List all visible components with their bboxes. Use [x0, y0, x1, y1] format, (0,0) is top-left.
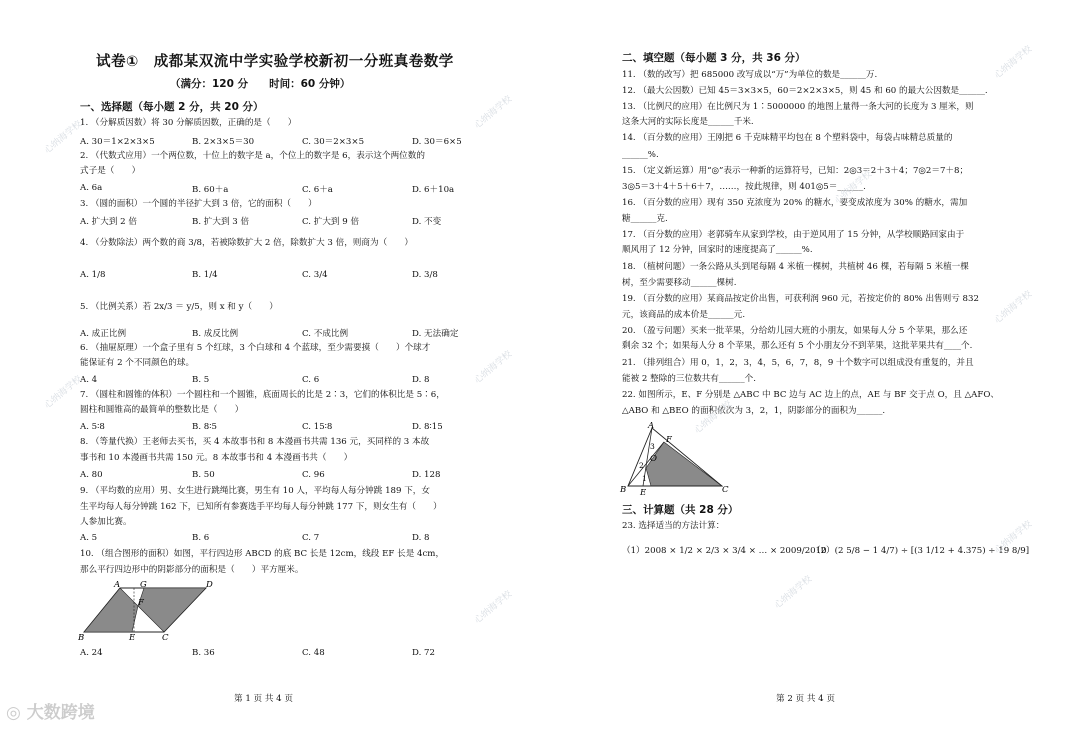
q7-option-c: C. 15∶8: [302, 422, 333, 432]
q10-option-c: C. 48: [302, 648, 325, 658]
watermark-text: 心纳海学校: [473, 349, 514, 386]
question-22: 22. 如图所示，E、F 分别是 △ABC 中 BC 边与 AC 边上的点，AE 与 BF 交于点 O，且 △AFO、: [622, 390, 999, 400]
question-13: 13. （比例尺的应用）在比例尺为 1∶5000000 的地图上量得一条大河的长度为 3 厘米，则: [622, 102, 974, 112]
parallelogram-figure: [78, 578, 228, 642]
watermark-text: 心纳海学校: [833, 169, 874, 206]
question-7-stem: 7. （圆柱和圆锥的体积）一个圆柱和一个圆锥，底面周长的比是 2∶3，它们的体积比是 5∶6，: [80, 390, 445, 400]
question-21: 21. （排列组合）用 0，1，2，3，4，5，6，7，8，9 十个数字可以组成没有重复的，并且: [622, 358, 974, 368]
question-17-cont: 顺风用了 12 分钟，回家时的速度提高了______%.: [622, 245, 813, 255]
watermark-text: 心纳海学校: [693, 399, 734, 436]
q2-option-a: A. 6a: [80, 183, 103, 193]
q10-option-d: D. 72: [412, 648, 435, 658]
fig22-label-o: O: [650, 454, 657, 464]
fig10-label-e: E: [129, 633, 136, 642]
question-14: 14. （百分数的应用）王刚把 6 千克味精平均包在 8 个塑料袋中，每袋占味精总质量的: [622, 133, 953, 143]
question-8-stem-cont: 事书和 10 本漫画书共需 150 元。8 本故事书和 4 本漫画书共（ ）: [80, 453, 353, 463]
watermark-text: 心纳海学校: [473, 589, 514, 626]
q5-option-d: D. 无法确定: [412, 329, 459, 339]
q8-option-b: B. 50: [192, 470, 215, 480]
section-calc-heading: 三、计算题（共 28 分）: [622, 504, 739, 516]
q3-option-d: D. 不变: [412, 217, 442, 227]
question-18: 18. （植树问题）一条公路从头到尾每隔 4 米植一棵树，共植树 46 棵，若每隔 5 米植一棵: [622, 262, 969, 272]
watermark-text: 心纳海学校: [993, 519, 1034, 556]
page-number-right: 第 2 页 共 4 页: [776, 694, 835, 704]
watermark-text: 心纳海学校: [43, 119, 84, 156]
section-choice-heading: 一、选择题（每小题 2 分，共 20 分）: [80, 101, 264, 113]
q4-option-a: A. 1/8: [80, 270, 106, 280]
fig10-label-b: B: [78, 633, 85, 642]
question-10-stem: 10. （组合图形的面积）如图，平行四边形 ABCD 的底 BC 长是 12cm，线段 EF 长是 4cm，: [80, 549, 445, 559]
question-11: 11. （数的改写）把 685000 改写成以“万”为单位的数是______万.: [622, 70, 878, 80]
question-19: 19. （百分数的应用）某商品按定价出售，可获利润 960 元，若按定价的 80% 出售则亏 832: [622, 294, 979, 304]
watermark-text: 心纳海学校: [43, 374, 84, 411]
q3-option-b: B. 扩大到 3 倍: [192, 217, 250, 227]
q8-option-a: A. 80: [80, 470, 103, 480]
fig10-label-c: C: [162, 633, 169, 642]
q2-option-c: C. 6＋a: [302, 185, 333, 195]
question-4-stem: 4. （分数除法）两个数的商 3/8，若被除数扩大 2 倍，除数扩大 3 倍，则商为（ ）: [80, 238, 413, 248]
question-13-cont: 这条大河的实际长度是______千米.: [622, 117, 754, 127]
fig22-label-c: C: [722, 485, 729, 495]
q1-option-a: A. 30＝1×2×3×5: [80, 137, 155, 147]
question-23: 23. 选择适当的方法计算：: [622, 521, 725, 531]
page-number-left: 第 1 页 共 4 页: [234, 694, 293, 704]
q7-option-d: D. 8∶15: [412, 422, 443, 432]
question-6-stem-cont: 能保证有 2 个不同颜色的球。: [80, 358, 195, 368]
q5-option-a: A. 成正比例: [80, 329, 127, 339]
shaded-region-right: [138, 588, 206, 632]
q4-option-c: C. 3/4: [302, 270, 328, 280]
q10-option-a: A. 24: [80, 648, 103, 658]
fig10-label-g: G: [140, 580, 147, 590]
question-3-stem: 3. （圆的面积）一个圆的半径扩大到 3 倍，它的面积（ ）: [80, 199, 317, 209]
exam-subtitle: （满分：120 分 时间：60 分钟）: [170, 78, 351, 90]
calc-item-1: （1）2008 × 1/2 × 2/3 × 3/4 × … × 2009/2010: [622, 546, 827, 556]
q7-option-a: A. 5∶8: [80, 422, 105, 432]
q3-option-c: C. 扩大到 9 倍: [302, 217, 360, 227]
watermark-text: 心纳海学校: [993, 44, 1034, 81]
question-10-stem-cont: 那么平行四边形中的阴影部分的面积是（ ）平方厘米。: [80, 565, 304, 575]
q4-option-b: B. 1/4: [192, 270, 218, 280]
fig22-label-e: E: [640, 488, 647, 496]
q10-option-b: B. 36: [192, 648, 215, 658]
question-16-cont: 糖______克.: [622, 214, 668, 224]
question-1-stem: 1. （分解质因数）将 30 分解质因数，正确的是（ ）: [80, 118, 297, 128]
question-20: 20. （盈亏问题）买来一批苹果，分给幼儿园大班的小朋友，如果每人分 5 个苹果，那么还: [622, 326, 968, 336]
question-2-stem: 2. （代数式应用）一个两位数，十位上的数字是 a，个位上的数字是 6，表示这个两位数的: [80, 151, 425, 161]
q9-option-a: A. 5: [80, 533, 98, 543]
question-15-cont: 3◎5＝3＋4＋5＋6＋7，……，按此规律，则 401◎5＝______.: [622, 182, 866, 192]
question-16: 16. （百分数的应用）现有 350 克浓度为 20% 的糖水，要变成浓度为 30% 的糖水，需加: [622, 198, 968, 208]
q2-option-d: D. 6＋10a: [412, 185, 455, 195]
q5-option-b: B. 成反比例: [192, 329, 239, 339]
fig22-label-b: B: [620, 485, 627, 495]
q6-option-c: C. 6: [302, 375, 320, 385]
fig10-label-f: F: [138, 598, 144, 608]
fig10-label-a: A: [114, 580, 121, 590]
calc-item-2: （2）(2 5/8 − 1 4/7) ÷ [(3 1/12 + 4.375) ÷ 19 8/9]: [812, 546, 1030, 556]
q8-option-c: C. 96: [302, 470, 325, 480]
q8-option-d: D. 128: [412, 470, 441, 480]
question-22-cont: △ABO 和 △BEO 的面积依次为 3，2，1，阴影部分的面积为______.: [622, 406, 886, 416]
q9-option-c: C. 7: [302, 533, 320, 543]
watermark-text: 心纳海学校: [473, 94, 514, 131]
shaded-region-left: [84, 588, 138, 632]
fig22-area-1: 1: [642, 474, 647, 483]
q1-option-b: B. 2×3×5＝30: [192, 137, 255, 147]
q4-option-d: D. 3/8: [412, 270, 438, 280]
question-9-stem-cont2: 人参加比赛。: [80, 517, 132, 527]
question-18-cont: 树，至少需要移动______棵树.: [622, 278, 737, 288]
q6-option-b: B. 5: [192, 375, 210, 385]
question-19-cont: 元，该商品的成本价是______元.: [622, 310, 746, 320]
section-fill-heading: 二、填空题（每小题 3 分，共 36 分）: [622, 52, 806, 64]
question-6-stem: 6. （抽屉原理）一个盒子里有 5 个红球，3 个白球和 4 个蓝球，至少需要摸（ ）个球才: [80, 343, 431, 353]
q1-option-c: C. 30＝2×3×5: [302, 137, 365, 147]
question-21-cont: 能被 2 整除的三位数共有______个.: [622, 374, 756, 384]
q2-option-b: B. 60＋a: [192, 185, 229, 195]
question-2-stem-cont: 式子是（ ）: [80, 166, 141, 176]
q9-option-b: B. 6: [192, 533, 210, 543]
question-9-stem: 9. （平均数的应用）男、女生进行跳绳比赛，男生有 10 人，平均每人每分钟跳 189 下，女: [80, 486, 430, 496]
question-15: 15. （定义新运算）用“◎”表示一种新的运算符号，已知：2◎3＝2＋3＋4；7◎2＝7＋8；: [622, 166, 969, 176]
question-9-stem-cont: 生平均每人每分钟跳 162 下，已知所有参赛选手平均每人每分钟跳 177 下，则女生有（ ）: [80, 502, 442, 512]
logo: ◎ 大数跨境: [6, 703, 95, 723]
fig22-label-f: F: [666, 435, 672, 445]
question-14-cont: ______%.: [622, 150, 659, 160]
watermark-text: 心纳海学校: [993, 289, 1034, 326]
watermark-text: 心纳海学校: [773, 574, 814, 611]
fig22-label-a: A: [648, 421, 655, 431]
triangle-figure: [618, 420, 738, 496]
q9-option-d: D. 8: [412, 533, 430, 543]
fig10-label-d: D: [206, 580, 213, 590]
shaded-quadrilateral: [646, 442, 722, 486]
question-7-stem-cont: 圆柱和圆锥高的最简单的整数比是（ ）: [80, 405, 244, 415]
q6-option-d: D. 8: [412, 375, 430, 385]
q5-option-c: C. 不成比例: [302, 329, 349, 339]
question-12: 12. （最大公因数）已知 45＝3×3×5，60＝2×2×3×5，则 45 和 60 的最大公因数是______.: [622, 86, 988, 96]
question-17: 17. （百分数的应用）老郭骑车从家到学校，由于逆风用了 15 分钟，从学校顺路回家由于: [622, 230, 965, 240]
exam-title: 试卷① 成都某双流中学实验学校新初一分班真卷数学: [96, 54, 454, 70]
fig22-area-2: 2: [639, 461, 644, 470]
q1-option-d: D. 30＝6×5: [412, 137, 462, 147]
q6-option-a: A. 4: [80, 375, 98, 385]
question-8-stem: 8. （等量代换）王老师去买书，买 4 本故事书和 8 本漫画书共需 136 元，买同样的 3 本故: [80, 437, 430, 447]
logo-text: 大数跨境: [26, 703, 95, 723]
question-5-stem: 5. （比例关系）若 2x/3 ＝ y/5，则 x 和 y（ ）: [80, 302, 278, 312]
page-right: [540, 0, 1080, 730]
q3-option-a: A. 扩大到 2 倍: [80, 217, 137, 227]
fig22-area-3: 3: [650, 442, 655, 451]
q7-option-b: B. 8∶5: [192, 422, 217, 432]
question-20-cont: 剩余 32 个；如果每人分 8 个苹果，那么还有 5 个小朋友分不到苹果，这批苹果共有____个.: [622, 341, 973, 351]
